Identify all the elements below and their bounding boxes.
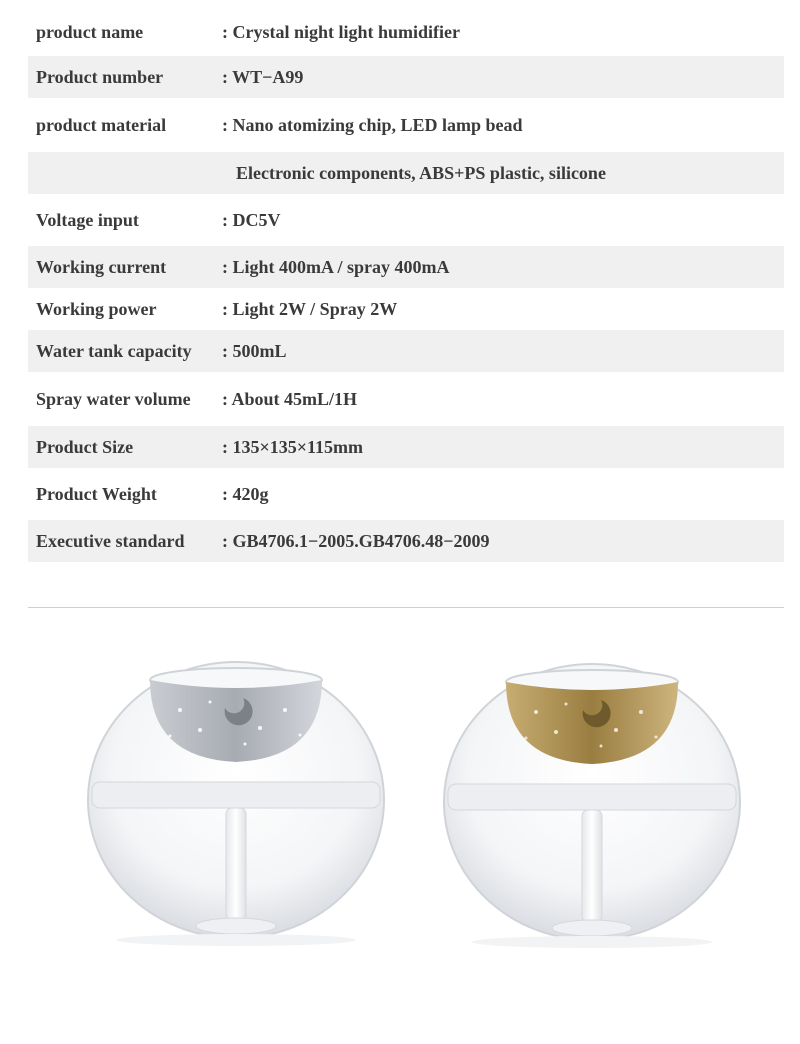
- spec-row-material-continued: [28, 152, 784, 194]
- spec-value: : Light 2W / Spray 2W: [222, 298, 398, 319]
- spec-row-working-power: [28, 288, 784, 330]
- product-photo: [0, 640, 800, 1044]
- spec-value: : Crystal night light humidifier: [222, 21, 461, 42]
- spec-label: Executive standard: [36, 530, 185, 551]
- spec-label: Working current: [36, 256, 167, 277]
- spec-value: Electronic components, ABS+PS plastic, silicone: [236, 162, 606, 183]
- spec-label: Product Size: [36, 436, 134, 457]
- gold-humidifier: [444, 664, 740, 948]
- spec-row-spray-water-volume: [28, 372, 784, 426]
- spec-label: product material: [36, 114, 167, 135]
- spec-row-product-size: [28, 426, 784, 468]
- section-divider: [28, 607, 784, 608]
- silver-humidifier: [88, 662, 384, 946]
- spec-value: : Light 400mA / spray 400mA: [222, 256, 450, 277]
- spec-label: product name: [36, 21, 144, 42]
- spec-row-voltage-input: [28, 194, 784, 246]
- spec-value: : About 45mL/1H: [222, 388, 358, 409]
- spec-row-product-weight: [28, 468, 784, 520]
- spec-label: Spray water volume: [36, 388, 191, 409]
- spec-value: : WT−A99: [222, 66, 304, 87]
- spec-row-product-material: [28, 98, 784, 152]
- spec-value: : DC5V: [222, 209, 281, 230]
- spec-value: : 420g: [222, 483, 269, 504]
- spec-label: Product number: [36, 66, 164, 87]
- spec-label: Voltage input: [36, 209, 139, 230]
- spec-label: Product Weight: [36, 483, 157, 504]
- spec-value: : GB4706.1−2005.GB4706.48−2009: [222, 530, 490, 551]
- spec-row-product-name: [28, 8, 784, 56]
- spec-label: Water tank capacity: [36, 340, 192, 361]
- spec-value: : 135×135×115mm: [222, 436, 364, 457]
- spec-value: : 500mL: [222, 340, 287, 361]
- spec-row-product-number: [28, 56, 784, 98]
- spec-value: : Nano atomizing chip, LED lamp bead: [222, 114, 523, 135]
- spec-row-water-tank-capacity: [28, 330, 784, 372]
- spec-row-working-current: [28, 246, 784, 288]
- spec-table: [28, 8, 784, 562]
- spec-row-executive-standard: [28, 520, 784, 562]
- spec-label: Working power: [36, 298, 157, 319]
